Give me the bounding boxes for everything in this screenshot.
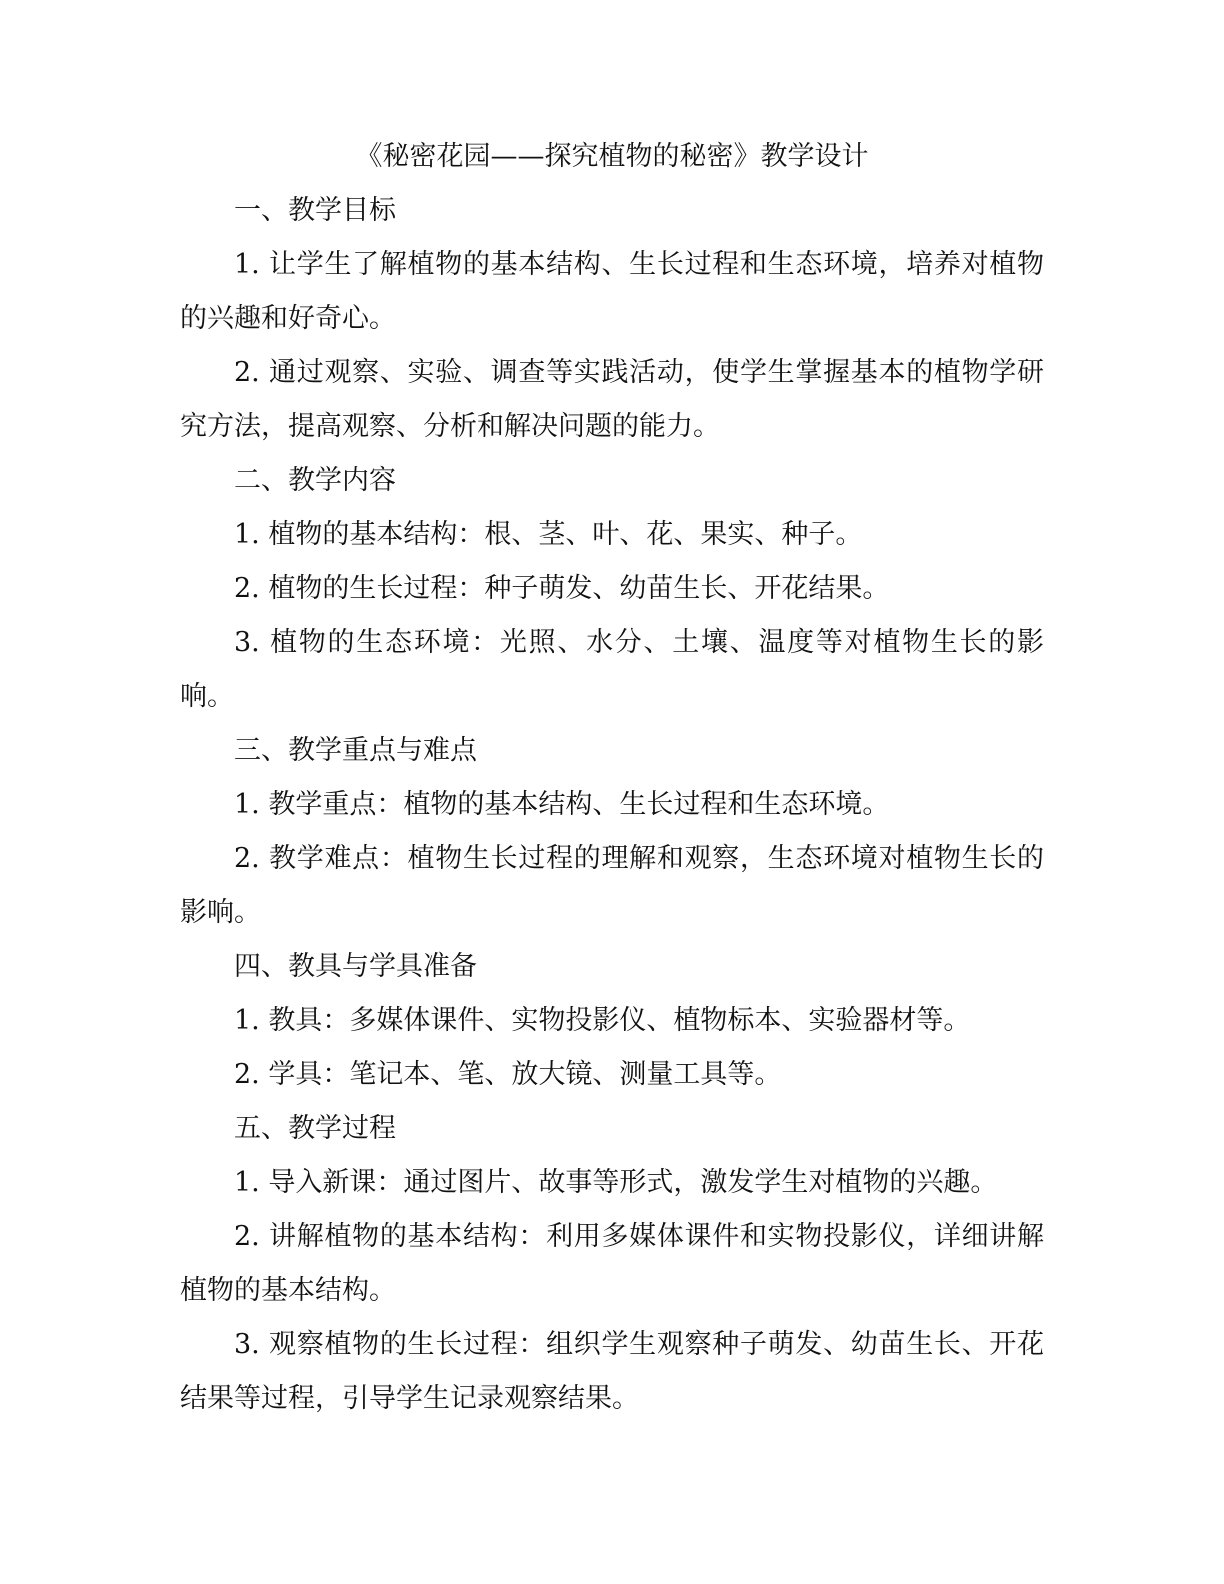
- paragraph: 2. 通过观察、实验、调查等实践活动，使学生掌握基本的植物学研究方法，提高观察、分析和解决问题的能力。: [180, 357, 1044, 442]
- paragraph: 1. 导入新课：通过图片、故事等形式，激发学生对植物的兴趣。: [234, 1167, 998, 1198]
- paragraph: 2. 植物的生长过程：种子萌发、幼苗生长、开花结果。: [234, 573, 890, 604]
- paragraph: 2. 教学难点：植物生长过程的理解和观察，生态环境对植物生长的影响。: [180, 843, 1044, 928]
- paragraph: 2. 学具：笔记本、笔、放大镜、测量工具等。: [234, 1059, 782, 1090]
- section-heading-process: 五、教学过程: [234, 1113, 396, 1144]
- paragraph: 1. 植物的基本结构：根、茎、叶、花、果实、种子。: [234, 519, 863, 550]
- paragraph: 3. 观察植物的生长过程：组织学生观察种子萌发、幼苗生长、开花结果等过程，引导学生记录观察结果。: [180, 1329, 1044, 1414]
- paragraph: 3. 植物的生态环境：光照、水分、土壤、温度等对植物生长的影响。: [180, 627, 1044, 712]
- document-body: [180, 130, 1044, 1426]
- paragraph: 1. 教具：多媒体课件、实物投影仪、植物标本、实验器材等。: [234, 1005, 971, 1036]
- section-heading-key-points: 三、教学重点与难点: [234, 735, 477, 766]
- section-heading-objectives: 一、教学目标: [234, 195, 396, 226]
- section-heading-content: 二、教学内容: [234, 465, 396, 496]
- paragraph: 1. 教学重点：植物的基本结构、生长过程和生态环境。: [234, 789, 890, 820]
- section-heading-materials: 四、教具与学具准备: [234, 951, 477, 982]
- paragraph: 1. 让学生了解植物的基本结构、生长过程和生态环境，培养对植物的兴趣和好奇心。: [180, 249, 1044, 334]
- document-title: 《秘密花园——探究植物的秘密》教学设计: [355, 141, 869, 172]
- paragraph: 2. 讲解植物的基本结构：利用多媒体课件和实物投影仪，详细讲解植物的基本结构。: [180, 1221, 1044, 1306]
